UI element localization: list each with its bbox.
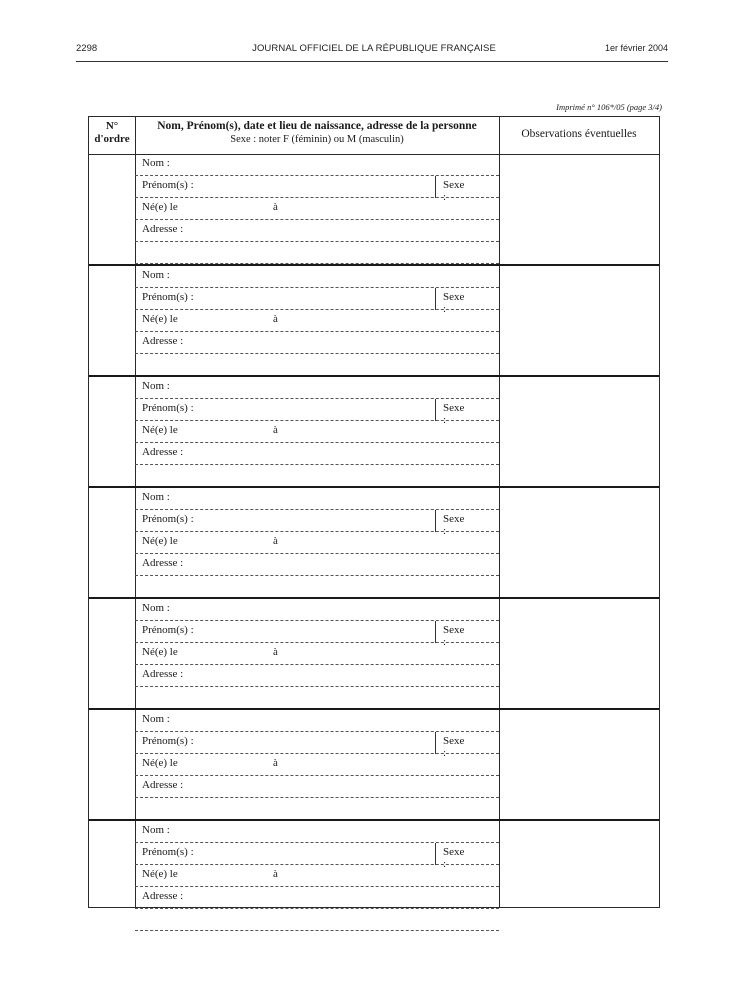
sexe-field[interactable]: [435, 732, 465, 759]
field-label-nom: Nom :: [142, 713, 170, 725]
field-line-prenoms[interactable]: [135, 288, 499, 315]
field-line-adresse-continuation[interactable]: [135, 687, 499, 709]
field-label-nom: Nom :: [142, 269, 170, 281]
field-label-a: à: [273, 201, 278, 213]
field-line-prenoms[interactable]: [135, 176, 499, 203]
field-label-ne_le: Né(e) le: [142, 646, 178, 658]
form-reference: Imprimé n° 106*/05 (page 3/4): [556, 102, 662, 112]
field-label-a: à: [273, 868, 278, 880]
sexe-field[interactable]: [435, 621, 465, 648]
person-entry: [89, 154, 659, 265]
field-line-adresse-continuation[interactable]: [135, 909, 499, 931]
person-entry: [89, 264, 659, 377]
header-rule: [76, 61, 668, 62]
field-label-adresse: Adresse :: [142, 446, 184, 458]
field-label-sexe: Sexe :: [443, 624, 465, 648]
field-label-prenoms: Prénom(s) :: [142, 624, 194, 636]
field-label-nom: Nom :: [142, 824, 170, 836]
field-line-ne_le[interactable]: [135, 865, 499, 887]
field-label-adresse: Adresse :: [142, 779, 184, 791]
field-line-prenoms[interactable]: [135, 843, 499, 870]
field-line-adresse[interactable]: [135, 554, 499, 576]
field-label-sexe: Sexe :: [443, 846, 465, 870]
field-label-a: à: [273, 313, 278, 325]
header-date: 1er février 2004: [604, 43, 668, 53]
persons-form-table: [88, 116, 660, 908]
field-label-adresse: Adresse :: [142, 557, 184, 569]
person-entry: [89, 375, 659, 488]
field-line-prenoms[interactable]: [135, 621, 499, 648]
field-line-adresse[interactable]: [135, 443, 499, 465]
field-line-adresse[interactable]: [135, 332, 499, 354]
field-line-prenoms[interactable]: [135, 510, 499, 537]
dotted-fill-line: [135, 930, 499, 931]
header-identity-title: Nom, Prénom(s), date et lieu de naissance, adresse de la personne: [157, 120, 477, 132]
sexe-field[interactable]: [435, 288, 465, 315]
field-label-prenoms: Prénom(s) :: [142, 291, 194, 303]
field-label-nom: Nom :: [142, 491, 170, 503]
field-label-a: à: [273, 535, 278, 547]
header-identity-subtitle: Sexe : noter F (féminin) ou M (masculin): [230, 134, 404, 145]
sexe-field[interactable]: [435, 510, 465, 537]
field-line-nom[interactable]: [135, 488, 499, 510]
field-line-adresse-continuation[interactable]: [135, 798, 499, 820]
table-header-row: [89, 117, 659, 155]
header-journal-title: JOURNAL OFFICIEL DE LA RÉPUBLIQUE FRANÇAISE: [252, 43, 496, 54]
sexe-field[interactable]: [435, 176, 465, 203]
person-entry: [89, 597, 659, 710]
person-entry: [89, 486, 659, 599]
field-line-adresse[interactable]: [135, 887, 499, 909]
field-label-ne_le: Né(e) le: [142, 535, 178, 547]
sexe-field[interactable]: [435, 399, 465, 426]
header-ordre: [89, 120, 135, 146]
field-line-adresse-continuation[interactable]: [135, 465, 499, 487]
field-label-prenoms: Prénom(s) :: [142, 846, 194, 858]
header-page-number: 2298: [76, 43, 98, 54]
field-line-adresse-continuation[interactable]: [135, 576, 499, 598]
field-label-prenoms: Prénom(s) :: [142, 402, 194, 414]
field-line-ne_le[interactable]: [135, 754, 499, 776]
field-label-prenoms: Prénom(s) :: [142, 513, 194, 525]
field-label-nom: Nom :: [142, 380, 170, 392]
field-line-ne_le[interactable]: [135, 198, 499, 220]
field-line-nom[interactable]: [135, 710, 499, 732]
field-line-nom[interactable]: [135, 599, 499, 621]
field-line-ne_le[interactable]: [135, 421, 499, 443]
field-line-ne_le[interactable]: [135, 643, 499, 665]
field-label-ne_le: Né(e) le: [142, 313, 178, 325]
field-label-prenoms: Prénom(s) :: [142, 735, 194, 747]
field-label-ne_le: Né(e) le: [142, 757, 178, 769]
header-observations: Observations éventuelles: [521, 128, 637, 140]
field-line-adresse[interactable]: [135, 665, 499, 687]
field-label-nom: Nom :: [142, 602, 170, 614]
field-label-sexe: Sexe :: [443, 513, 465, 537]
field-label-adresse: Adresse :: [142, 668, 184, 680]
field-label-adresse: Adresse :: [142, 335, 184, 347]
field-label-sexe: Sexe :: [443, 402, 465, 426]
field-label-a: à: [273, 646, 278, 658]
field-line-nom[interactable]: [135, 821, 499, 843]
field-line-prenoms[interactable]: [135, 732, 499, 759]
person-entry: [89, 819, 659, 932]
field-line-adresse-continuation[interactable]: [135, 354, 499, 376]
person-entry: [89, 708, 659, 821]
field-line-prenoms[interactable]: [135, 399, 499, 426]
field-line-adresse[interactable]: [135, 776, 499, 798]
field-label-ne_le: Né(e) le: [142, 868, 178, 880]
field-label-nom: Nom :: [142, 157, 170, 169]
field-line-nom[interactable]: [135, 154, 499, 176]
field-line-adresse-continuation[interactable]: [135, 242, 499, 264]
header-ordre-line2: d'ordre: [94, 133, 130, 145]
field-label-ne_le: Né(e) le: [142, 424, 178, 436]
header-identity: [135, 120, 499, 146]
field-line-nom[interactable]: [135, 377, 499, 399]
field-label-sexe: Sexe :: [443, 179, 465, 203]
field-label-adresse: Adresse :: [142, 223, 184, 235]
field-line-ne_le[interactable]: [135, 532, 499, 554]
field-line-ne_le[interactable]: [135, 310, 499, 332]
field-label-sexe: Sexe :: [443, 735, 465, 759]
field-label-ne_le: Né(e) le: [142, 201, 178, 213]
field-label-a: à: [273, 757, 278, 769]
field-label-adresse: Adresse :: [142, 890, 184, 902]
field-label-a: à: [273, 424, 278, 436]
header-ordre-line1: N°: [105, 120, 119, 132]
sexe-field[interactable]: [435, 843, 465, 870]
field-label-sexe: Sexe :: [443, 291, 465, 315]
field-line-adresse[interactable]: [135, 220, 499, 242]
field-label-prenoms: Prénom(s) :: [142, 179, 194, 191]
field-line-nom[interactable]: [135, 266, 499, 288]
